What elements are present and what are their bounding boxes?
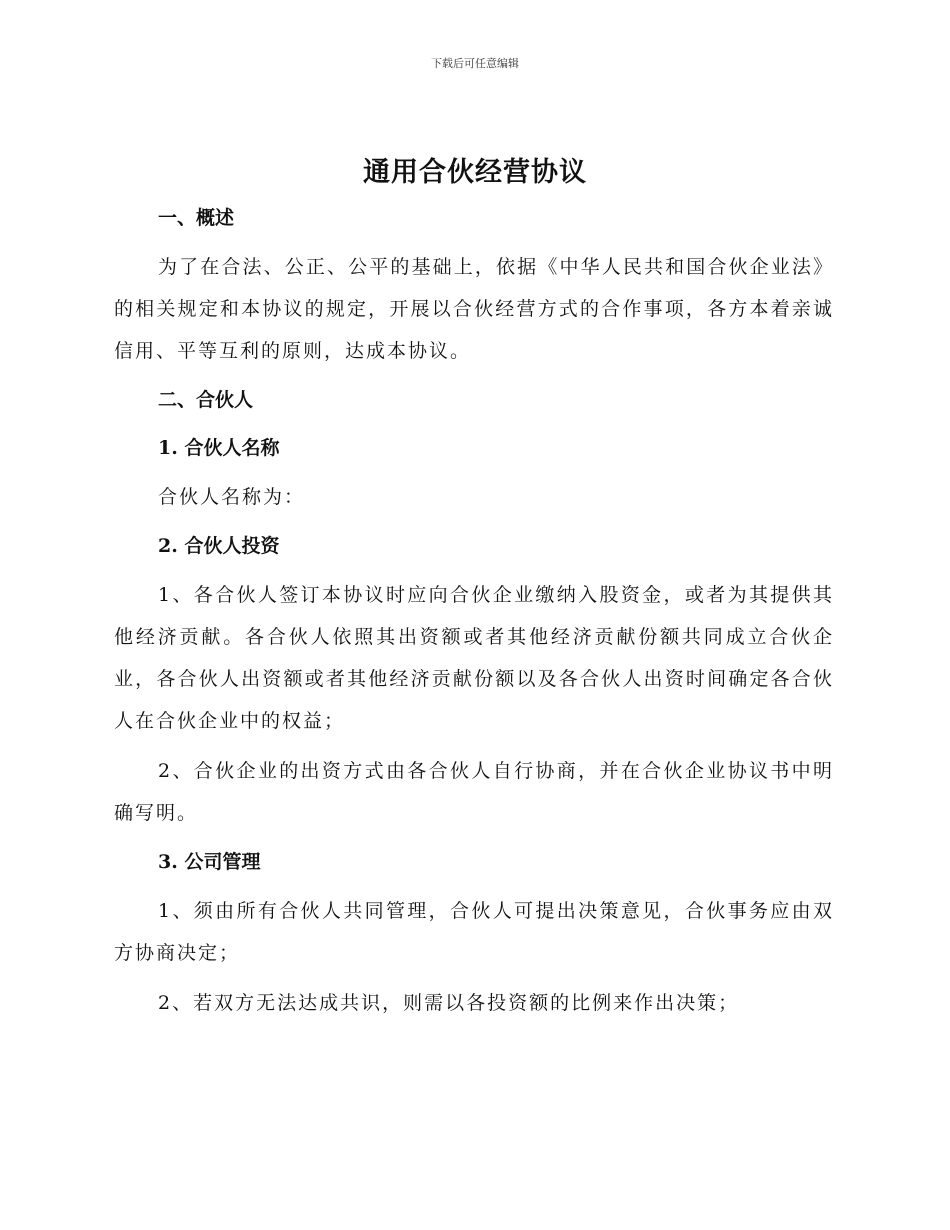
header-note: 下载后可任意编辑 [431,57,519,70]
paragraph-management-2: 2、若双方无法达成共识，则需以各投资额的比例来作出决策； [158,992,740,1014]
paragraph-management-1: 1、须由所有合伙人共同管理，合伙人可提出决策意见，合伙事务应由双方协商决定； [114,900,834,964]
section-heading-overview: 一、概述 [158,207,235,229]
paragraph-overview: 为了在合法、公正、公平的基础上，依据《中华人民共和国合伙企业法》的相关规定和本协议的规定，开展以合伙经营方式的合作事项，各方本着亲诚信用、平等互利的原则，达成本协议。 [114,256,834,362]
subsection-heading-partner-names: 1. 合伙人名称 [158,437,280,459]
paragraph-investment-1: 1、各合伙人签订本协议时应向合伙企业缴纳入股资金，或者为其提供其他经济贡献。各合伙人依照其出资额或者其他经济贡献份额共同成立合伙企业，各合伙人出资额或者其他经济贡献份额以及各合伙人出资时间确定各合伙人在合伙企业中的权益； [114,584,834,732]
document-body [114,190,834,1024]
subsection-heading-partner-investment: 2. 合伙人投资 [158,535,280,557]
subsection-heading-company-management: 3. 公司管理 [158,851,261,873]
paragraph-investment-2: 2、合伙企业的出资方式由各合伙人自行协商，并在合伙企业协议书中明确写明。 [114,760,834,824]
paragraph-partner-names: 合伙人名称为： [158,486,306,508]
section-heading-partners: 二、合伙人 [158,389,254,411]
document-title: 通用合伙经营协议 [363,157,587,188]
